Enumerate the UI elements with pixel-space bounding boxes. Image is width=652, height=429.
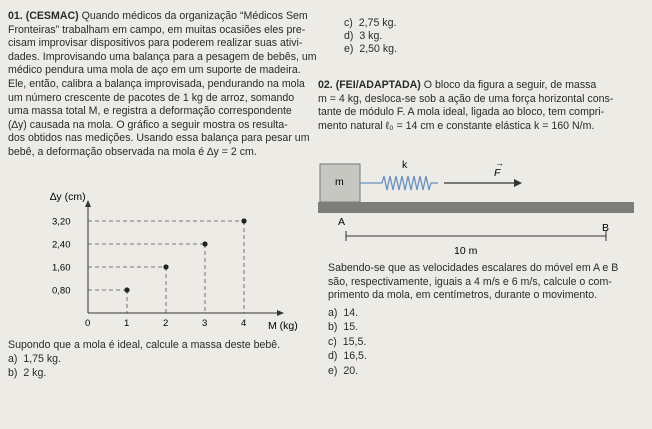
- point-b-label: B: [602, 222, 610, 234]
- point-a-label: A: [338, 216, 346, 228]
- x-tick-label: 2: [163, 318, 169, 329]
- option-text: 3 kg.: [359, 30, 383, 42]
- q1-line: uma massa total M, e registra a deformação correspondente: [8, 105, 292, 118]
- block-spring-figure: [316, 152, 646, 260]
- spring: [360, 176, 438, 190]
- option-letter: a): [328, 307, 338, 319]
- q2-line-4: mento natural ℓ₀ = 14 cm e constante elástica k = 160 N/m.: [318, 119, 595, 132]
- q2-line-2: m = 4 kg, desloca-se sob a ação de uma força horizontal cons-: [318, 92, 614, 105]
- spring-label: k: [402, 159, 408, 171]
- option-letter: c): [328, 336, 337, 348]
- option-text: 1,75 kg.: [23, 353, 62, 365]
- q2-line-1: O bloco da figura a seguir, de massa: [420, 79, 597, 91]
- q1-option-b[interactable]: [8, 367, 46, 381]
- option-text: 16,5.: [343, 350, 367, 362]
- ground: [318, 202, 634, 213]
- q1-line: dos obtidos nas medições. Usando essa balança para pesar um: [8, 132, 310, 145]
- q2-source: (FEI/ADAPTADA): [335, 79, 421, 91]
- q2-option-c[interactable]: [328, 336, 366, 350]
- q2-after-line: são, respectivamente, iguais a 4 m/s e 6 m/s, calcule o com-: [328, 275, 612, 288]
- q2-number: 02.: [318, 79, 333, 91]
- q2-option-e[interactable]: [328, 365, 358, 379]
- q2-text-after: [328, 262, 618, 303]
- q1-line: dades. Improvisando uma balança para a pesagem de bebês, um: [8, 50, 317, 63]
- option-letter: b): [328, 321, 338, 333]
- data-point: [124, 287, 129, 292]
- option-letter: a): [8, 353, 18, 365]
- x-axis-label: M (kg): [268, 320, 298, 332]
- q2-text: [318, 79, 613, 133]
- q1-source: (CESMAC): [25, 10, 79, 22]
- option-text: 20.: [343, 365, 359, 377]
- y-tick-label: 1,60: [52, 262, 71, 274]
- option-letter: e): [344, 43, 354, 55]
- q2-option-a[interactable]: [328, 307, 358, 321]
- distance-label: 10 m: [454, 245, 478, 257]
- y-tick-label: 0,80: [52, 285, 71, 297]
- option-text: 15.: [343, 321, 359, 333]
- q1-line: Fronteiras” trabalham em campo, em muitas ocasiões eles pre-: [8, 23, 306, 36]
- option-text: 14.: [343, 307, 359, 319]
- data-point: [241, 218, 246, 223]
- q2-after-line: primento da mola, em centímetros, durante o movimento.: [328, 289, 598, 302]
- x-tick-label: 1: [124, 318, 130, 329]
- q1-line: cisam improvisar dispositivos para poderem realizar suas ativi-: [8, 37, 303, 50]
- q2-after-line: Sabendo-se que as velocidades escalares do móvel em A e B: [328, 262, 619, 274]
- y-tick-label: 3,20: [52, 216, 71, 228]
- option-text: 2 kg.: [23, 367, 47, 379]
- option-letter: e): [328, 365, 338, 377]
- q1-option-a[interactable]: [8, 353, 61, 367]
- option-letter: d): [328, 350, 338, 362]
- q1-option-e[interactable]: [344, 43, 397, 57]
- q1-line: Ele, então, calibra a balança improvisada, pendurando na mola: [8, 77, 305, 90]
- q2-line-3: tante de módulo F. A mola ideal, ligada ao bloco, tem compri-: [318, 106, 605, 119]
- x-tick-label: 0: [85, 318, 91, 329]
- q1-line: (∆y) causada na mola. O gráfico a seguir mostra os resulta-: [8, 118, 288, 131]
- svg-text:→: →: [495, 158, 504, 168]
- y-tick-label: 2,40: [52, 239, 71, 251]
- q1-option-d[interactable]: [344, 30, 382, 44]
- option-text: 2,50 kg.: [359, 43, 398, 55]
- data-point: [163, 264, 168, 269]
- option-text: 15,5.: [342, 336, 367, 348]
- q2-first-line: [318, 79, 613, 93]
- q1-number: 01.: [8, 10, 23, 22]
- chart-axes: [85, 200, 284, 316]
- q1-line: bebê, a deformação observada na mola é ∆y = 2 cm.: [8, 145, 257, 158]
- x-tick-label: 3: [202, 318, 208, 329]
- q1-text: [8, 10, 317, 160]
- q2-option-d[interactable]: [328, 350, 367, 364]
- q1-prompt: Supondo que a mola é ideal, calcule a massa deste bebê.: [8, 339, 281, 351]
- option-letter: b): [8, 367, 18, 379]
- option-text: 2,75 kg.: [358, 17, 397, 29]
- option-letter: c): [344, 17, 353, 29]
- deformation-chart: [40, 186, 300, 334]
- x-tick-label: 4: [241, 318, 247, 329]
- q1-first-line: [8, 10, 317, 24]
- q2-option-b[interactable]: [328, 321, 358, 335]
- y-axis-label: ∆y (cm): [50, 191, 86, 203]
- q1-line: um número crescente de pacotes de 1 kg de arroz, somando: [8, 91, 295, 104]
- data-point: [202, 241, 207, 246]
- block-label: m: [335, 176, 344, 188]
- force-label: F: [494, 167, 501, 179]
- option-letter: d): [344, 30, 354, 42]
- q1-line-0: Quando médicos da organização “Médicos Sem: [78, 10, 308, 22]
- q1-line: médico pendura uma mola de aço em um suporte de madeira.: [8, 64, 301, 77]
- force-arrow-icon: [514, 179, 522, 187]
- q1-option-c[interactable]: [344, 17, 396, 31]
